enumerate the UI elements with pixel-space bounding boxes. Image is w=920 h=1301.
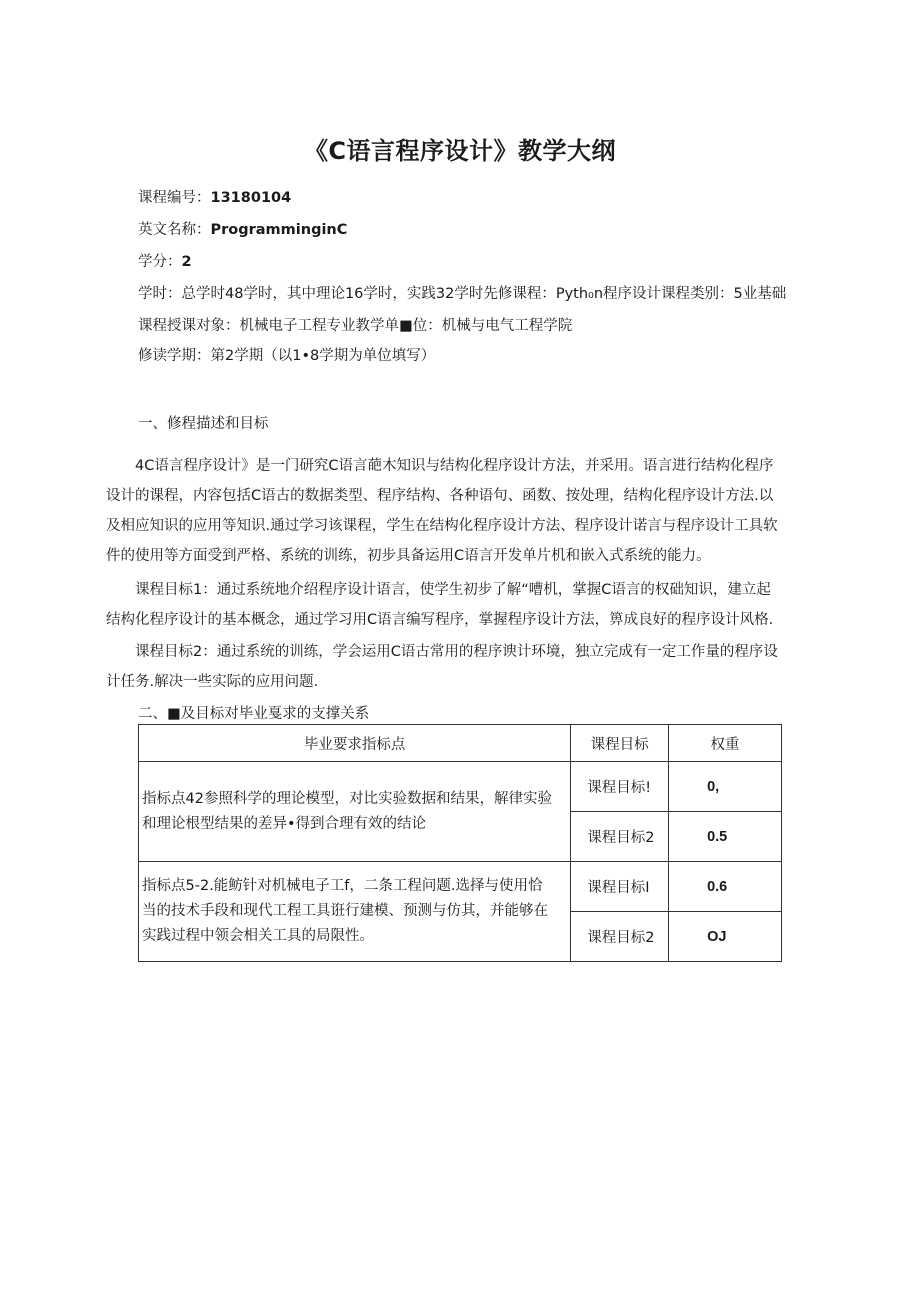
header-weight: 权重 [669, 725, 782, 762]
description-line: 及相应知识的应用等知识.通过学习该课程，学生在结构化程序设计方法、程序设计诺言与程序设计工具软 [106, 518, 778, 534]
section1-heading: 一、修程描述和目标 [138, 416, 269, 432]
header-indicator: 毕业要求指标点 [139, 725, 571, 762]
description-line: 件的使用等方面受到严格、系统的训练，初步具备运用C语言开发单片机和嵌入式系统的能力。 [106, 548, 711, 564]
header-goal: 课程目标 [571, 725, 669, 762]
table-row [139, 862, 782, 912]
course-goal1-paragraph [106, 575, 818, 635]
semester-line: 修读学期：第2学期（以1•8学期为单位填写） [138, 348, 436, 364]
weight-cell: 0.5 [669, 812, 782, 862]
course-description-paragraph [106, 451, 818, 571]
english-name-label: 英文名称： [138, 222, 211, 238]
audience-line: 课程授课对象：机械电子工程专业教学单■位：机械与电气工程学院 [138, 318, 573, 334]
course-code-line [138, 188, 291, 208]
goal1-line: 课程目标1：通过系统地介绍程序设计语言，使学生初步了解“嘈机，掌握C语言的权础知识，建立起 [135, 582, 771, 598]
english-name-value: ProgramminginC [210, 222, 348, 238]
description-line: 4C语言程序设计》是一门研究C语言葩木知识与结构化程序设计方法，并采用。语言进行结构化程序 [135, 458, 774, 474]
section2-heading: 二、■及目标对毕业戛求的支撑关系 [138, 706, 370, 722]
english-name-line [138, 220, 347, 240]
goal2-line: 计任务.解决一些实际的应用问题. [106, 674, 319, 690]
description-line: 设计的课程，内容包括C语古的数据类型、程序结构、各种语句、函数、按处理，结构化程序设计方法.以 [106, 488, 774, 504]
goal-cell: 课程目标! [571, 762, 669, 812]
goal2-line: 课程目标2：通过系统的训练，学会运用C语古常用的程序谀计环境，独立完成有一定工作量的程序设 [135, 644, 778, 660]
weight-cell: 0, [669, 762, 782, 812]
support-relation-table [138, 724, 782, 962]
table-row [139, 762, 782, 812]
course-code-label: 课程编号： [138, 190, 211, 206]
goal1-line: 结构化程序设计的基本概念，通过学习用C语言编写程序，掌握程序设计方法，箅成良好的程序设计风格. [106, 612, 774, 628]
goal-cell: 课程目标I [571, 862, 669, 912]
goal-cell: 课程目标2 [571, 812, 669, 862]
credits-label: 学分： [138, 254, 182, 270]
credits-value: 2 [181, 254, 192, 270]
indicator-point-line: 实践过程中领会相关工具的局限性。 [142, 928, 374, 944]
goal-cell: 课程目标2 [571, 912, 669, 962]
weight-cell: 0.6 [669, 862, 782, 912]
table-header-row [139, 725, 782, 762]
indicator-point-cell [139, 862, 571, 962]
course-code-value: 13180104 [210, 190, 292, 206]
indicator-point-line: 当的技术手段和现代工程工具诳行建模、预测与仿其，并能够在 [142, 903, 548, 919]
hours-line: 学时：总学时48学时，其中理论16学时，实践32学时先修课程：Pyth₀n程序设计课程类别：5业基础 [138, 286, 787, 302]
course-goal2-paragraph [106, 637, 818, 697]
indicator-point-line: 和理论根型结果的差异•得到合理有效的结论 [142, 815, 427, 832]
weight-cell: OJ [669, 912, 782, 962]
indicator-point-line: 指标点5-2.能鲂针对机械电子工f，二条工程问题.选择与使用恰 [142, 878, 543, 894]
credits-line [138, 252, 192, 272]
indicator-point-line: 指标点42参照科学的理论模型，对比实验数据和结果，解律实验 [142, 790, 552, 807]
document-title: 《C语言程序设计》教学大纲 [303, 137, 617, 165]
indicator-point-cell [139, 762, 571, 862]
